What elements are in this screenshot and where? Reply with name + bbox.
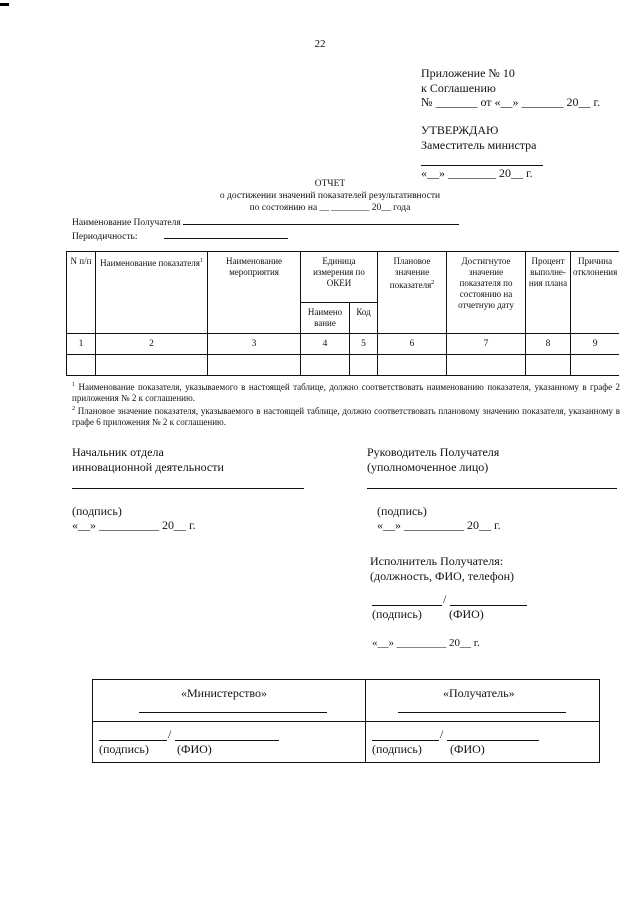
table-cell bbox=[301, 355, 350, 376]
approve-signature-line bbox=[421, 155, 543, 166]
table-row bbox=[67, 355, 620, 376]
table-cell bbox=[378, 355, 447, 376]
periodicity-line bbox=[72, 229, 288, 243]
right-sign-label: (подпись) bbox=[377, 504, 427, 518]
executor-slash: / bbox=[443, 592, 447, 606]
column-number: 2 bbox=[96, 334, 208, 355]
executor-fio-line bbox=[450, 605, 527, 606]
left-sign-label: (подпись) bbox=[72, 504, 122, 518]
table-cell bbox=[208, 355, 301, 376]
recipient-name-line bbox=[398, 712, 566, 713]
periodicity-label: Периодичность: bbox=[72, 232, 138, 242]
header-unit-code: Код bbox=[350, 303, 378, 334]
recipient-line bbox=[72, 215, 459, 229]
column-number: 7 bbox=[447, 334, 526, 355]
column-number: 3 bbox=[208, 334, 301, 355]
ministry-fio-line bbox=[175, 740, 279, 741]
column-number: 9 bbox=[571, 334, 620, 355]
appendix-line-1: Приложение № 10 bbox=[421, 66, 515, 80]
recipient-fio-line bbox=[447, 740, 539, 741]
recipient-sign-cell bbox=[366, 721, 600, 763]
executor-fio-label: (ФИО) bbox=[449, 607, 484, 621]
column-numbers-row bbox=[67, 334, 620, 355]
approve-block bbox=[421, 123, 543, 181]
report-title: ОТЧЕТ bbox=[314, 179, 346, 189]
table-cell bbox=[526, 355, 571, 376]
recipient-slash: / bbox=[440, 726, 444, 741]
footnote-1: $^1$ Наименование показателя, указываемого в настоящей таблице, должно соответствовать наименованию показателя, указанному в графе 2 приложения № 2 к соглашению. bbox=[72, 382, 621, 403]
recipient-cell bbox=[366, 680, 600, 722]
appendix-line-3: № _______ от «__» _______ 20__ г. bbox=[421, 95, 601, 109]
right-signer-title-2: (уполномоченное лицо) bbox=[367, 460, 489, 474]
left-signer-title-2: инновационной деятельности bbox=[72, 460, 224, 474]
recipient-party-label: «Получатель» bbox=[443, 686, 515, 700]
header-achieved: Достигнутое значение показателя по состоянию на отчетную дату bbox=[447, 252, 526, 334]
report-subtitle: о достижении значений показателей результативности bbox=[219, 191, 441, 201]
column-number: 6 bbox=[378, 334, 447, 355]
footnote-2: $^2$ Плановое значение показателя, указываемого в настоящей таблице, должно соответствовать плановому значению показателя, указанному в графе 6 приложения № 2 к соглашению. bbox=[72, 406, 620, 427]
left-date: «__» __________ 20__ г. bbox=[72, 518, 196, 532]
header-unit-name: Наимено вание bbox=[301, 303, 350, 334]
ministry-sign-line bbox=[99, 740, 167, 741]
header-percent: Процент выполне-ния плана bbox=[526, 252, 571, 334]
approve-title: УТВЕРЖДАЮ bbox=[421, 123, 499, 137]
ministry-sign-cell bbox=[93, 721, 366, 763]
header-indicator: Наименование показателя$^1$ bbox=[96, 252, 208, 334]
column-number: 4 bbox=[301, 334, 350, 355]
executor-details: (должность, ФИО, телефон) bbox=[370, 569, 515, 583]
recipient-blank bbox=[183, 215, 459, 225]
executor-date: «__» _________ 20__ г. bbox=[372, 637, 480, 649]
header-unit: Единица измерения по ОКЕИ bbox=[301, 252, 378, 303]
ministry-cell bbox=[93, 680, 366, 722]
recipient-label: Наименование Получателя bbox=[72, 218, 181, 228]
approve-date: «__» ________ 20__ г. bbox=[421, 166, 533, 180]
table-cell bbox=[350, 355, 378, 376]
report-table bbox=[66, 251, 619, 376]
left-signer-title-1: Начальник отдела bbox=[72, 445, 164, 459]
ministry-fio-label: (ФИО) bbox=[177, 741, 212, 756]
header-num: N п/п bbox=[67, 252, 96, 334]
header-reason: Причина отклонения bbox=[571, 252, 620, 334]
scan-corner-mark bbox=[0, 3, 9, 6]
right-signature-line bbox=[367, 488, 617, 489]
ministry-name-line bbox=[139, 712, 327, 713]
executor-title: Исполнитель Получателя: bbox=[370, 554, 504, 568]
ministry-label: «Министерство» bbox=[181, 686, 267, 700]
approval-signature-table bbox=[92, 679, 600, 763]
report-title-block bbox=[0, 178, 640, 214]
executor-sign-label: (подпись) bbox=[372, 607, 422, 621]
left-signature-line bbox=[72, 488, 304, 489]
right-date: «__» __________ 20__ г. bbox=[377, 518, 501, 532]
footnotes bbox=[72, 380, 620, 428]
executor-sign-line bbox=[372, 605, 442, 606]
recipient-sign-label: (подпись) bbox=[372, 741, 422, 756]
report-date-line: по состоянию на __ ________ 20__ года bbox=[249, 203, 411, 213]
header-event: Наименование мероприятия bbox=[208, 252, 301, 334]
recipient-sign-line bbox=[372, 740, 439, 741]
column-number: 8 bbox=[526, 334, 571, 355]
ministry-sign-label: (подпись) bbox=[99, 741, 149, 756]
table-cell bbox=[447, 355, 526, 376]
table-cell bbox=[96, 355, 208, 376]
ministry-slash: / bbox=[168, 726, 172, 741]
header-planned: Плановое значение показателя$^2$ bbox=[378, 252, 447, 334]
column-number: 1 bbox=[67, 334, 96, 355]
column-number: 5 bbox=[350, 334, 378, 355]
table-cell bbox=[571, 355, 620, 376]
appendix-line-2: к Соглашению bbox=[421, 80, 496, 95]
right-signer-title-1: Руководитель Получателя bbox=[367, 445, 500, 459]
table-cell bbox=[67, 355, 96, 376]
approve-position: Заместитель министра bbox=[421, 137, 537, 152]
appendix-block bbox=[421, 66, 600, 110]
page-number: 22 bbox=[314, 38, 326, 50]
recipient-fio-label: (ФИО) bbox=[450, 741, 485, 756]
periodicity-blank bbox=[164, 229, 288, 239]
